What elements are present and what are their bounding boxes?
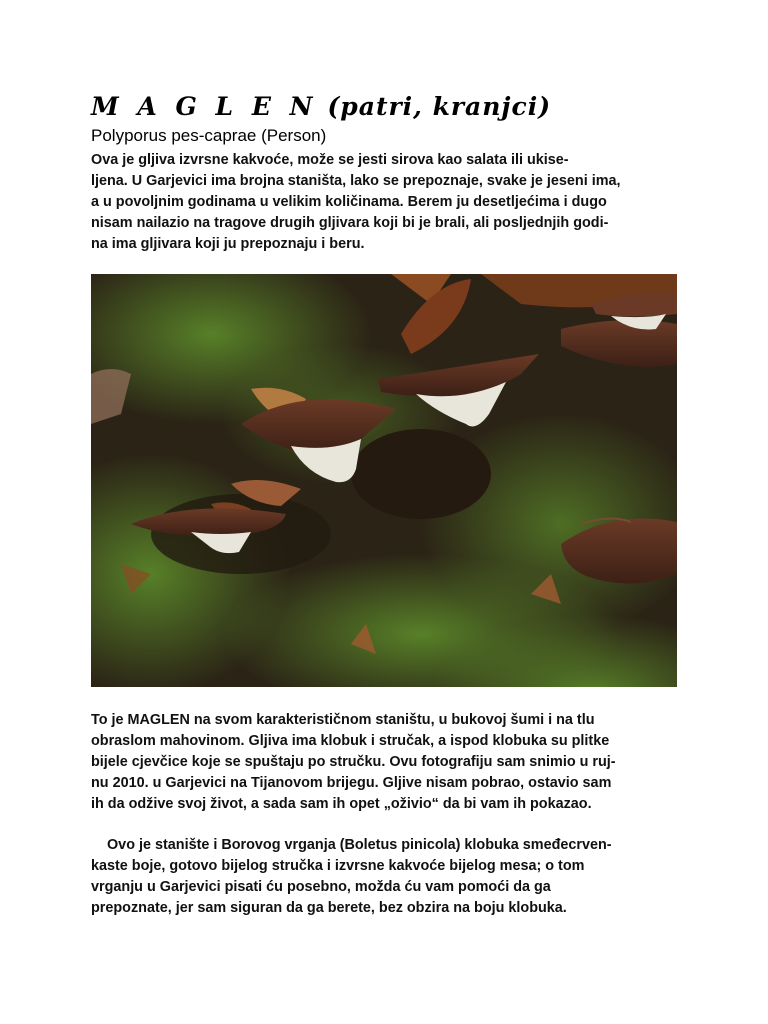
caption-line: ih da odžive svoj život, a sada sam ih opet „oživio“ da bi vam ih pokazao. — [91, 796, 592, 812]
mushroom-habitat-photo — [91, 274, 677, 687]
title-main: M A G L E N — [91, 92, 318, 121]
photo-caption-paragraph — [91, 710, 691, 815]
caption-line: bijele cjevčice koje se spuštaju po stručku. Ovu fotografiju sam snimio u ruj- — [91, 754, 616, 770]
latin-name-subtitle: Polyporus pes-caprae (Person) — [91, 126, 327, 145]
title-aliases: (patri, kranjci) — [327, 92, 552, 121]
document-title — [91, 92, 551, 121]
intro-paragraph — [91, 150, 691, 255]
intro-line: na ima gljivara koji ju prepoznaju i beru. — [91, 236, 365, 252]
intro-line: ljena. U Garjevici ima brojna staništa, lako se prepoznaje, svake je jeseni ima, — [91, 173, 621, 189]
caption-line: obraslom mahovinom. Gljiva ima klobuk i stručak, a ispod klobuka su plitke — [91, 733, 610, 749]
closing-paragraph — [91, 835, 691, 919]
intro-line: Ova je gljiva izvrsne kakvoće, može se jesti sirova kao salata ili ukise- — [91, 152, 569, 168]
intro-line: a u povoljnim godinama u velikim količinama. Berem ju desetljećima i dugo — [91, 194, 607, 210]
closing-line: Ovo je stanište i Borovog vrganja (Boletus pinicola) klobuka smeđecrven- — [91, 837, 612, 853]
closing-line: kaste boje, gotovo bijelog stručka i izvrsne kakvoće bijelog mesa; o tom — [91, 858, 585, 874]
caption-line: nu 2010. u Garjevici na Tijanovom brijegu. Gljive nisam pobrao, ostavio sam — [91, 775, 612, 791]
caption-line: To je MAGLEN na svom karakterističnom staništu, u bukovoj šumi i na tlu — [91, 712, 595, 728]
closing-line: prepoznate, jer sam siguran da ga berete, bez obzira na boju klobuka. — [91, 900, 567, 916]
closing-line: vrganju u Garjevici pisati ću posebno, možda ću vam pomoći da ga — [91, 879, 551, 895]
intro-line: nisam nailazio na tragove drugih gljivara koji bi je brali, ali posljednjih godi- — [91, 215, 609, 231]
